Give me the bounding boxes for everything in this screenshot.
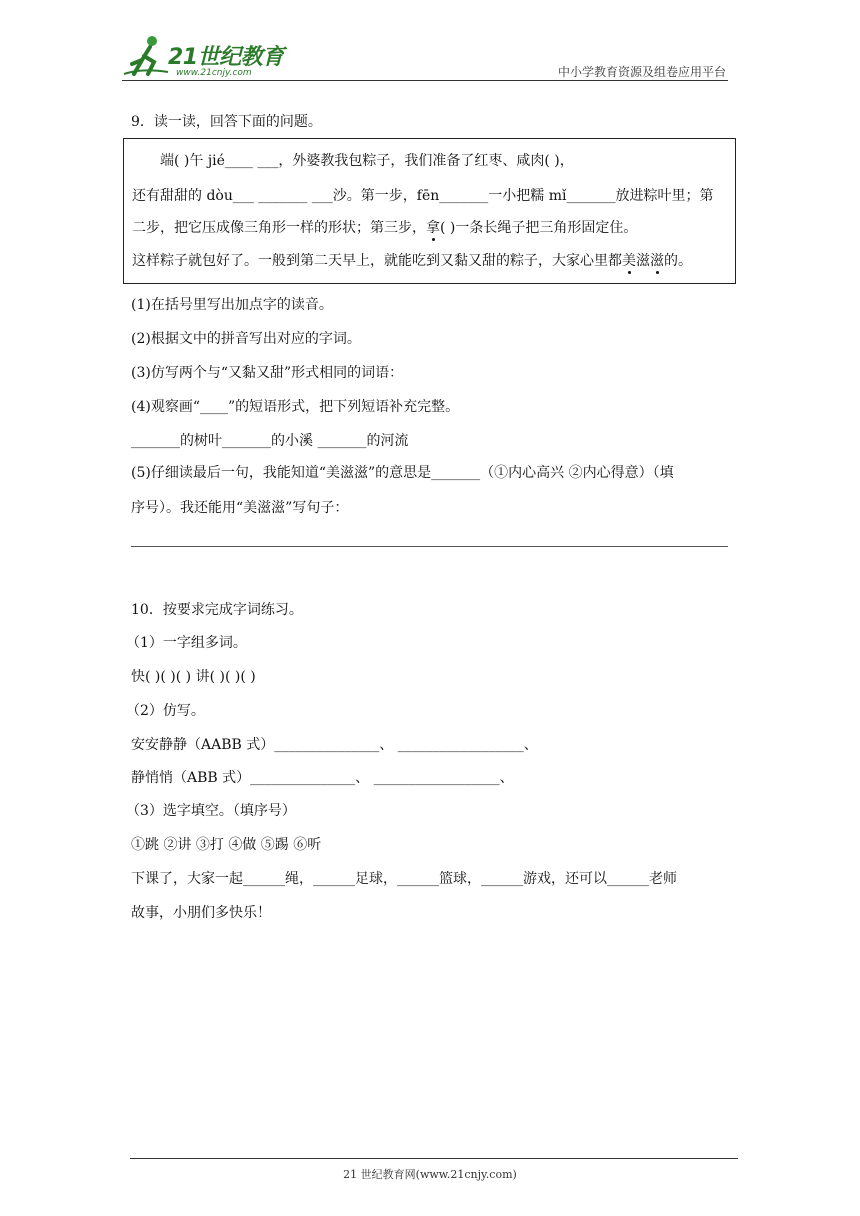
q10-part-3-line-1: 下课了，大家一起______绳，______足球，______篮球，______游戏，还可以______老师 bbox=[131, 871, 677, 887]
footer-divider bbox=[130, 1158, 738, 1159]
q10-part-2-line-1: 安安静静（AABB 式）_______________、 __________________、 bbox=[131, 737, 538, 753]
passage-line-3a: 二步，把它压成像三角形一样的形状；第三步， bbox=[132, 220, 426, 236]
q10-part-3-title: （3）选字填空。（填序号） bbox=[126, 803, 296, 819]
passage-line-3b: ( )一条长绳子把三角形固定住。 bbox=[440, 220, 638, 236]
logo-url: www.21cnjy.com bbox=[176, 68, 252, 78]
logo-title: 21世纪教育 bbox=[168, 45, 284, 70]
q9-sub-5-line-1: (5)仔细读最后一句，我能知道“美滋滋”的意思是_______（①内心高兴 ②内心得意）（填 bbox=[131, 465, 674, 481]
q10-part-2-title: （2）仿写。 bbox=[126, 703, 205, 719]
passage-line-4a: 这样粽子就包好了。一般到第二天早上，就能吃到又黏又甜的粽子，大家心里都 bbox=[132, 253, 622, 269]
header-divider bbox=[122, 80, 728, 81]
passage-line-4 bbox=[132, 252, 692, 270]
q9-sub-1: (1)在括号里写出加点字的读音。 bbox=[131, 297, 333, 313]
platform-label: 中小学教育资源及组卷应用平台 bbox=[557, 65, 726, 79]
q10-part-1-line: 快( )( )( ) 讲( )( )( ) bbox=[131, 669, 256, 685]
q9-sub-4-phrases: _______的树叶_______的小溪 _______的河流 bbox=[131, 433, 409, 449]
q10-part-3-options: ①跳 ②讲 ③打 ④做 ⑤踢 ⑥听 bbox=[131, 837, 322, 853]
runner-logo-icon bbox=[122, 34, 172, 80]
dotted-char-na: 拿 bbox=[426, 220, 440, 236]
passage-char-zi: 滋 bbox=[636, 253, 650, 269]
dotted-char-mei: 美 bbox=[622, 253, 636, 269]
q9-title: 9．读一读，回答下面的问题。 bbox=[131, 114, 322, 130]
q10-part-2-line-2: 静悄悄（ABB 式）_______________、 __________________、 bbox=[131, 770, 514, 786]
dotted-char-zi: 滋 bbox=[650, 253, 664, 269]
q10-title: 10．按要求完成字词练习。 bbox=[131, 602, 303, 618]
q10-part-3-line-2: 故事，小朋们多快乐！ bbox=[131, 905, 271, 921]
footer-text: 21 世纪教育网(www.21cnjy.com) bbox=[343, 1168, 517, 1181]
q10-part-1-title: （1）一字组多词。 bbox=[126, 635, 247, 651]
passage-line-3 bbox=[132, 219, 637, 237]
q9-sub-2: (2)根据文中的拼音写出对应的字词。 bbox=[131, 331, 361, 347]
q9-sub-3: (3)仿写两个与“又黏又甜”形式相同的词语： bbox=[131, 365, 404, 381]
q9-sub-4: (4)观察画“____”的短语形式，把下列短语补充完整。 bbox=[131, 399, 460, 415]
passage-line-2: 还有甜甜的 dòu___ _______ ___沙。第一步，fēn_______一小把糯 mǐ_______放进粽叶里；第 bbox=[132, 188, 714, 204]
passage-line-1: 端( )午 jié____ ___，外婆教我包粽子，我们准备了红枣、咸肉( )， bbox=[160, 153, 574, 169]
passage-line-4end: 的。 bbox=[664, 253, 692, 269]
answer-blank-line[interactable] bbox=[131, 546, 728, 547]
q9-passage-box bbox=[123, 138, 736, 284]
q9-sub-5-line-2: 序号）。我还能用“美滋滋”写句子： bbox=[131, 500, 349, 516]
